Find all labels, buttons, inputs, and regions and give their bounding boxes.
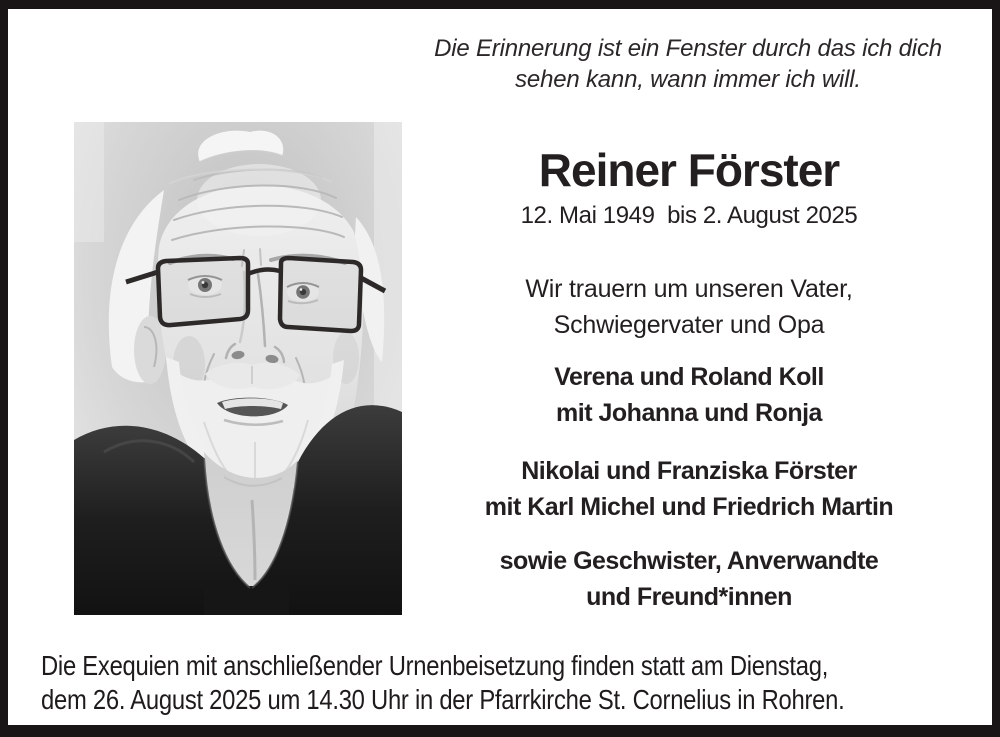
- mourning-intro-line-2: Schwiegervater und Opa: [553, 311, 825, 339]
- deceased-name: Reiner Förster: [538, 144, 840, 196]
- mourning-intro-line-1: Wir trauern um unseren Vater,: [525, 275, 853, 303]
- mourner-group: [406, 543, 972, 615]
- life-dates: 12. Mai 1949 bis 2. August 2025: [520, 202, 858, 229]
- funeral-notice-line-2: dem 26. August 2025 um 14.30 Uhr in der Pfarrkirche St. Cornelius in Rohren.: [41, 684, 845, 715]
- funeral-notice-line-1: Die Exequien mit anschließender Urnenbeisetzung finden statt am Dienstag,: [41, 650, 829, 681]
- mourning-intro: [406, 271, 972, 343]
- mourner-line: sowie Geschwister, Anverwandte: [499, 547, 879, 575]
- portrait-photo: [74, 122, 402, 615]
- mustache: [205, 363, 300, 390]
- mourner-line: mit Karl Michel und Friedrich Martin: [484, 493, 894, 521]
- mourner-line: Nikolai und Franziska Förster: [521, 457, 857, 485]
- mourner-line: und Freund*innen: [586, 583, 792, 611]
- memorial-quote: [400, 33, 976, 95]
- funeral-notice: [41, 649, 976, 717]
- mourner-group: [406, 453, 972, 525]
- announcement-column: [406, 141, 972, 615]
- mourner-line: mit Johanna und Ronja: [556, 399, 822, 427]
- mourner-group: [406, 359, 972, 431]
- quote-line-2: sehen kann, wann immer ich will.: [515, 66, 861, 93]
- quote-line-1: Die Erinnerung ist ein Fenster durch das ich dich: [434, 35, 942, 62]
- mourner-line: Verena und Roland Koll: [554, 363, 824, 391]
